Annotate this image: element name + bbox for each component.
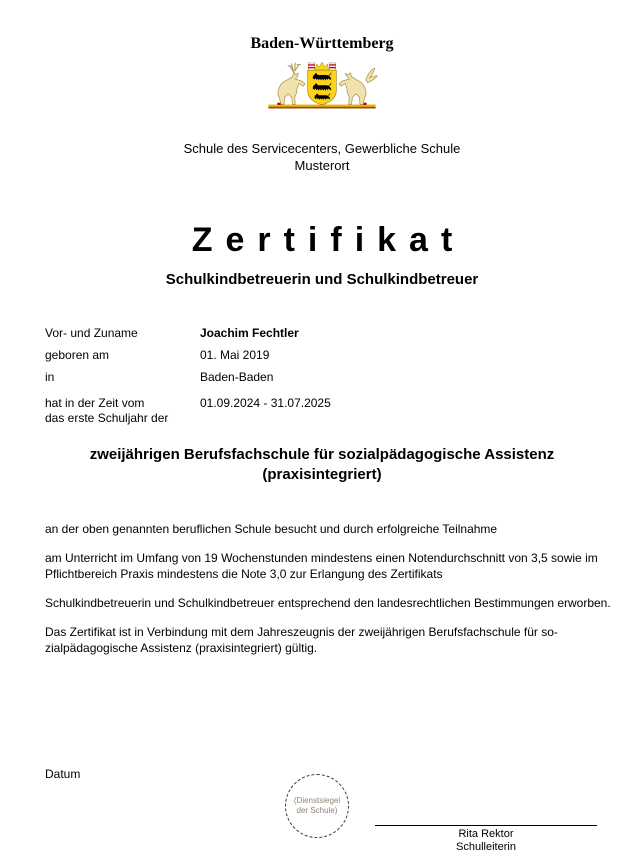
paragraph-requirements: am Unterricht im Umfang von 19 Wochenstunden mindestens einen Notendurchschnitt von 3,5 sowie im Pflichtbereich Praxis mindestens die Note 3,0 zur Erlangung des Zertifikats bbox=[45, 551, 598, 581]
seal-text-line1: (Dienstsiegel bbox=[293, 796, 341, 805]
field-row-birthdate bbox=[45, 344, 331, 366]
seal-text-line2: der Schule) bbox=[296, 806, 338, 815]
certificate-title: Zertifikat bbox=[191, 221, 466, 259]
period-label bbox=[45, 396, 200, 426]
birthdate-label: geboren am bbox=[45, 348, 110, 362]
birthplace-value: Baden-Baden bbox=[200, 370, 274, 384]
period-label-line2: das erste Schuljahr der bbox=[45, 411, 169, 425]
signer-title: Schulleiterin bbox=[456, 841, 516, 853]
program-heading-line2: (praxisintegriert) bbox=[262, 466, 382, 483]
school-name-line1: Schule des Servicecenters, Gewerbliche Schule bbox=[183, 141, 461, 156]
signer-name: Rita Rektor bbox=[458, 828, 514, 840]
name-label: Vor- und Zuname bbox=[45, 326, 138, 340]
official-seal bbox=[285, 774, 349, 838]
paragraph-acquired: Schulkindbetreuerin und Schulkindbetreuer entsprechend den landesrechtlichen Bestimmungen erworben. bbox=[45, 596, 611, 610]
signature-block bbox=[375, 825, 597, 854]
recipient-fields bbox=[45, 322, 331, 426]
field-row-name bbox=[45, 322, 331, 344]
date-label: Datum bbox=[45, 767, 81, 781]
birthdate-value: 01. Mai 2019 bbox=[200, 348, 270, 362]
body-text bbox=[45, 521, 611, 669]
certificate-subtitle: Schulkindbetreuerin und Schulkindbetreuer bbox=[165, 271, 479, 288]
name-value: Joachim Fechtler bbox=[200, 326, 299, 340]
paragraph-attendance: an der oben genannten beruflichen Schule besucht und durch erfolgreiche Teilnahme bbox=[45, 522, 498, 536]
school-name bbox=[0, 140, 644, 174]
program-heading bbox=[0, 445, 644, 485]
period-label-line1: hat in der Zeit vom bbox=[45, 396, 145, 410]
school-name-line2: Musterort bbox=[294, 158, 350, 173]
coat-of-arms-wrap bbox=[0, 52, 644, 115]
field-row-period bbox=[45, 396, 331, 426]
baden-wuerttemberg-coat-of-arms-icon bbox=[255, 52, 389, 115]
birthplace-label: in bbox=[45, 370, 55, 384]
paragraph-validity: Das Zertifikat ist in Verbindung mit dem Jahreszeugnis der zweijährigen Berufsfachschule für sozialpädagogische Assistenz (praxisintegriert) gültig. bbox=[45, 625, 558, 655]
program-heading-line1: zweijährigen Berufsfachschule für sozialpädagogische Assistenz bbox=[89, 446, 555, 463]
period-value: 01.09.2024 - 31.07.2025 bbox=[200, 396, 331, 410]
state-name: Baden-Württemberg bbox=[250, 35, 394, 52]
field-row-birthplace bbox=[45, 366, 331, 388]
